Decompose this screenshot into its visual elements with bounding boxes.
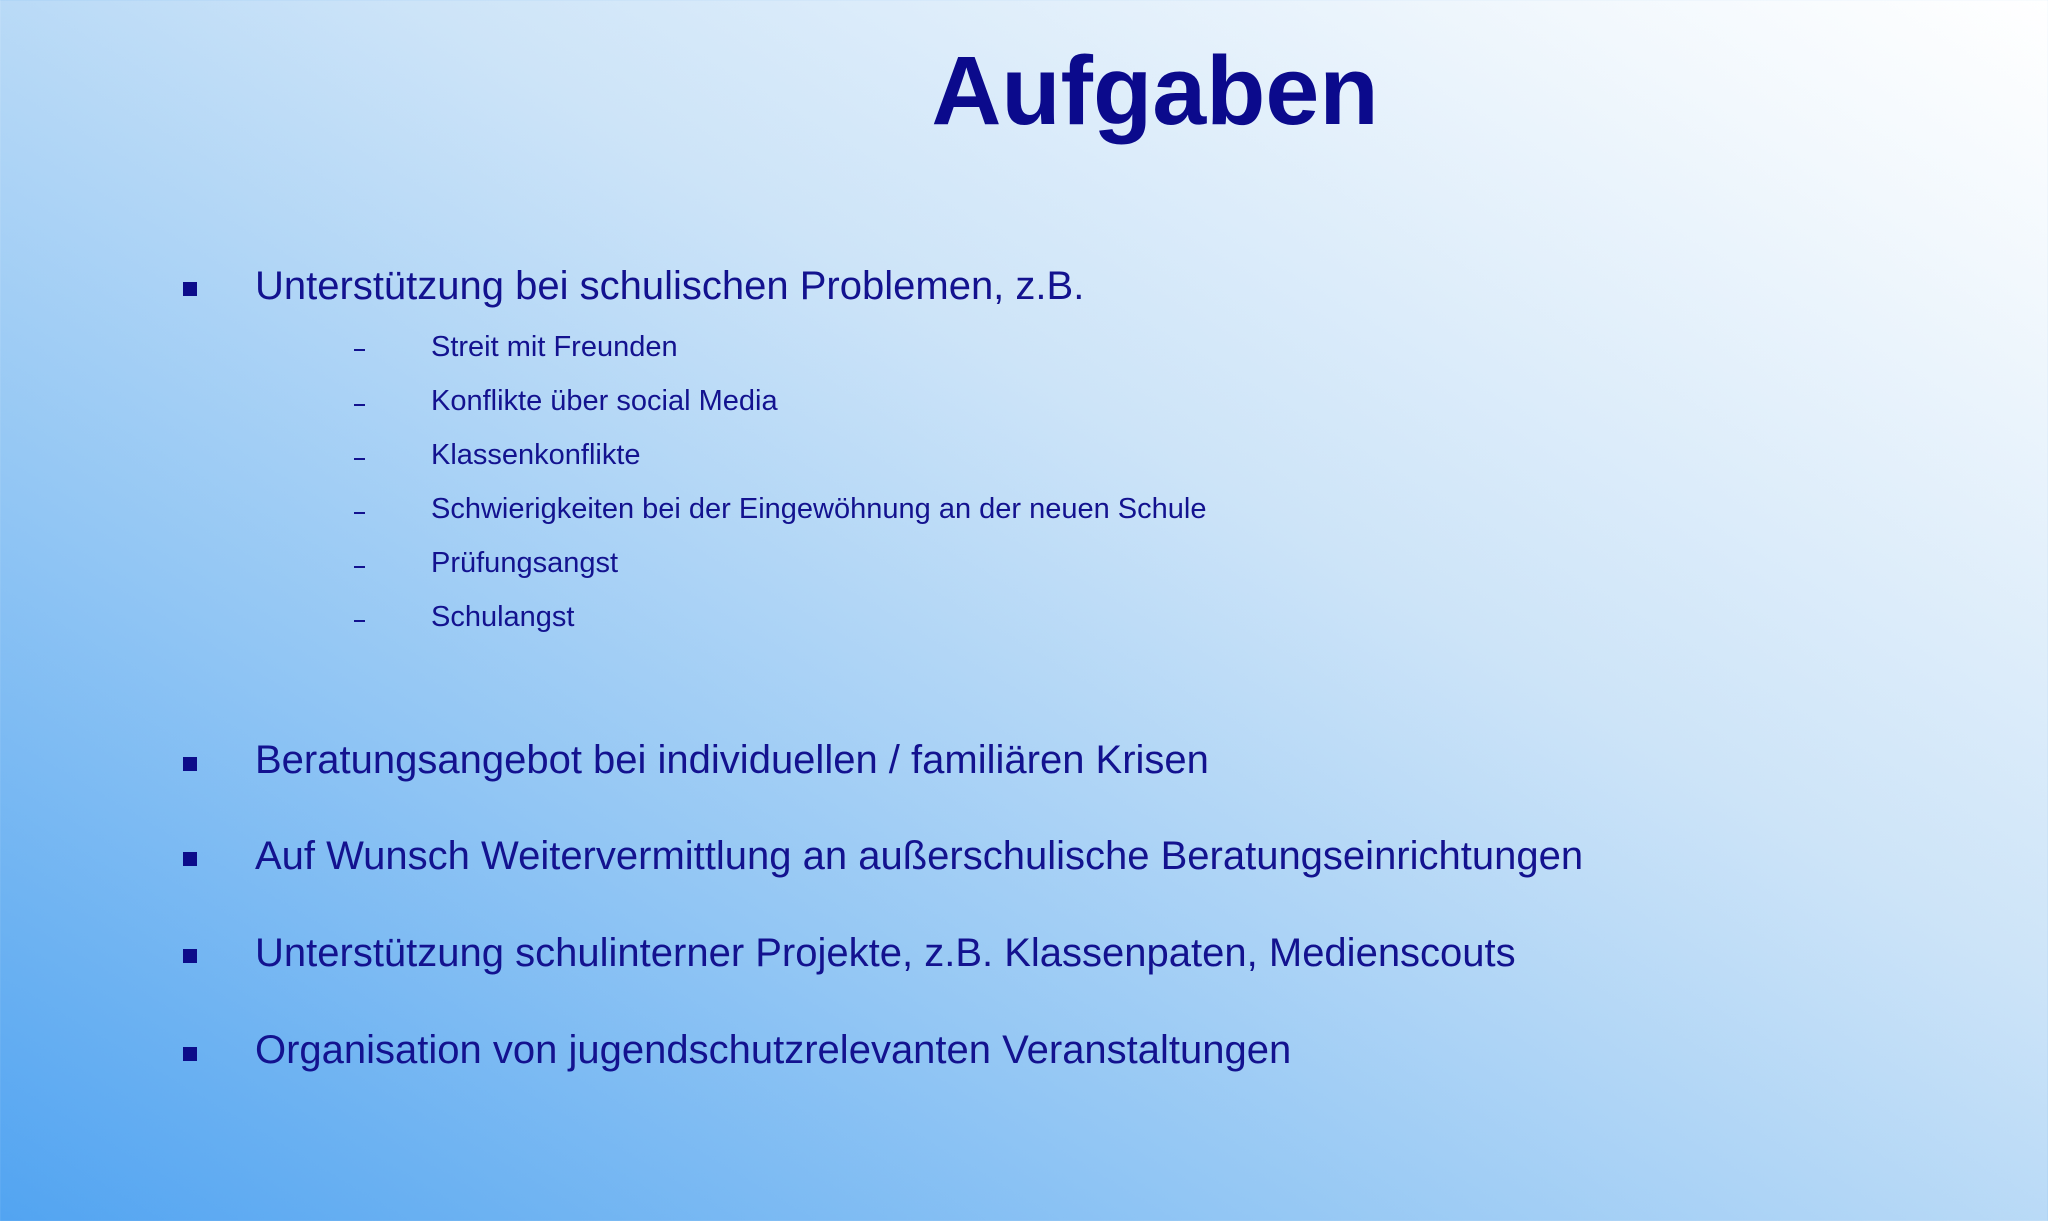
bullet-item-4: Unterstützung schulinterner Projekte, z.B. Klassenpaten, Medienscouts [255, 931, 1516, 975]
dash-marker [354, 404, 365, 406]
dash-marker [354, 566, 365, 568]
bullet-marker [183, 282, 197, 296]
sub-item-6: Schulangst [431, 601, 575, 633]
bullet-item-1: Unterstützung bei schulischen Problemen, z.B. [255, 264, 1085, 308]
sub-item-1: Streit mit Freunden [431, 331, 678, 363]
sub-item-2: Konflikte über social Media [431, 385, 778, 417]
sub-item-4: Schwierigkeiten bei der Eingewöhnung an der neuen Schule [431, 493, 1207, 525]
bullet-marker [183, 852, 197, 866]
dash-marker [354, 349, 365, 351]
bullet-item-5: Organisation von jugendschutzrelevanten Veranstaltungen [255, 1028, 1292, 1072]
sub-item-5: Prüfungsangst [431, 547, 619, 579]
bullet-item-2: Beratungsangebot bei individuellen / familiären Krisen [255, 738, 1209, 782]
dash-marker [354, 620, 365, 622]
bullet-marker [183, 757, 197, 771]
bullet-marker [183, 1047, 197, 1061]
bullet-item-3: Auf Wunsch Weitervermittlung an außerschulische Beratungseinrichtungen [255, 834, 1584, 878]
dash-marker [354, 458, 365, 460]
dash-marker [354, 512, 365, 514]
sub-item-3: Klassenkonflikte [431, 439, 641, 471]
bullet-marker [183, 949, 197, 963]
slide-title: Aufgaben [931, 36, 1379, 145]
